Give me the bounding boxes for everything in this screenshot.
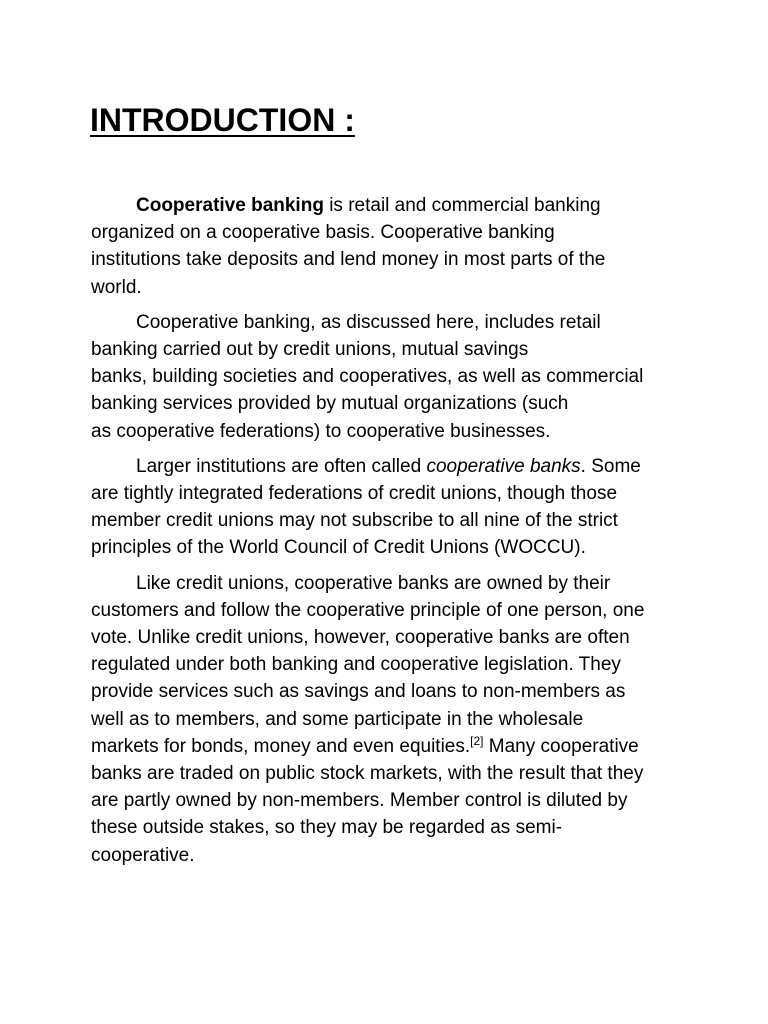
paragraph-line: regulated under both banking and cooperative legislation. They xyxy=(91,654,621,676)
paragraph-line: Like credit unions, cooperative banks are owned by their xyxy=(136,572,611,594)
paragraph-line: cooperative. xyxy=(91,844,195,866)
paragraph-4 xyxy=(91,570,691,869)
text-run: is retail and commercial banking xyxy=(323,195,601,216)
paragraph-3 xyxy=(91,453,691,562)
paragraph-line xyxy=(91,453,691,480)
paragraph-line: banking services provided by mutual organizations (such xyxy=(91,393,569,415)
italic-term: cooperative banks xyxy=(426,455,581,477)
paragraph-line: are partly owned by non-members. Member control is diluted by xyxy=(91,790,628,812)
paragraph-line xyxy=(91,192,691,219)
paragraph-line: Cooperative banking, as discussed here, includes retail xyxy=(136,311,601,333)
paragraph-line: banking carried out by credit unions, mutual savings xyxy=(91,339,529,361)
bold-term: Cooperative banking xyxy=(136,195,324,216)
paragraph-line: well as to members, and some participate in the wholesale xyxy=(91,708,584,730)
text-run: markets for bonds, money and even equities. xyxy=(91,735,471,757)
paragraph-line xyxy=(91,733,691,760)
page-title: INTRODUCTION : xyxy=(90,102,355,138)
paragraph-line: institutions take deposits and lend money in most parts of the xyxy=(91,249,606,271)
paragraph-line: member credit unions may not subscribe to all nine of the strict xyxy=(91,510,618,532)
document-body xyxy=(91,192,691,877)
paragraph-line: banks are traded on public stock markets, with the result that they xyxy=(91,763,644,785)
paragraph-line: organized on a cooperative basis. Cooperative banking xyxy=(91,222,555,244)
paragraph-line: are tightly integrated federations of credit unions, though those xyxy=(91,483,618,505)
text-run: Larger institutions are often called xyxy=(136,455,427,477)
paragraph-line: principles of the World Council of Credit Unions (WOCCU). xyxy=(91,537,586,559)
paragraph-line: as cooperative federations) to cooperative businesses. xyxy=(91,420,551,442)
text-run: . Some xyxy=(580,455,641,477)
paragraph-line: customers and follow the cooperative principle of one person, one xyxy=(91,599,645,621)
paragraph-line: these outside stakes, so they may be regarded as semi- xyxy=(91,817,563,839)
paragraph-1 xyxy=(91,192,691,301)
paragraph-line: vote. Unlike credit unions, however, cooperative banks are often xyxy=(91,627,630,649)
paragraph-line: banks, building societies and cooperatives, as well as commercial xyxy=(91,366,644,388)
paragraph-2 xyxy=(91,309,691,445)
paragraph-line: world. xyxy=(91,276,142,298)
paragraph-line: provide services such as savings and loans to non-members as xyxy=(91,681,626,703)
text-run: Many cooperative xyxy=(483,735,639,757)
citation-reference[interactable]: [2] xyxy=(470,733,484,748)
